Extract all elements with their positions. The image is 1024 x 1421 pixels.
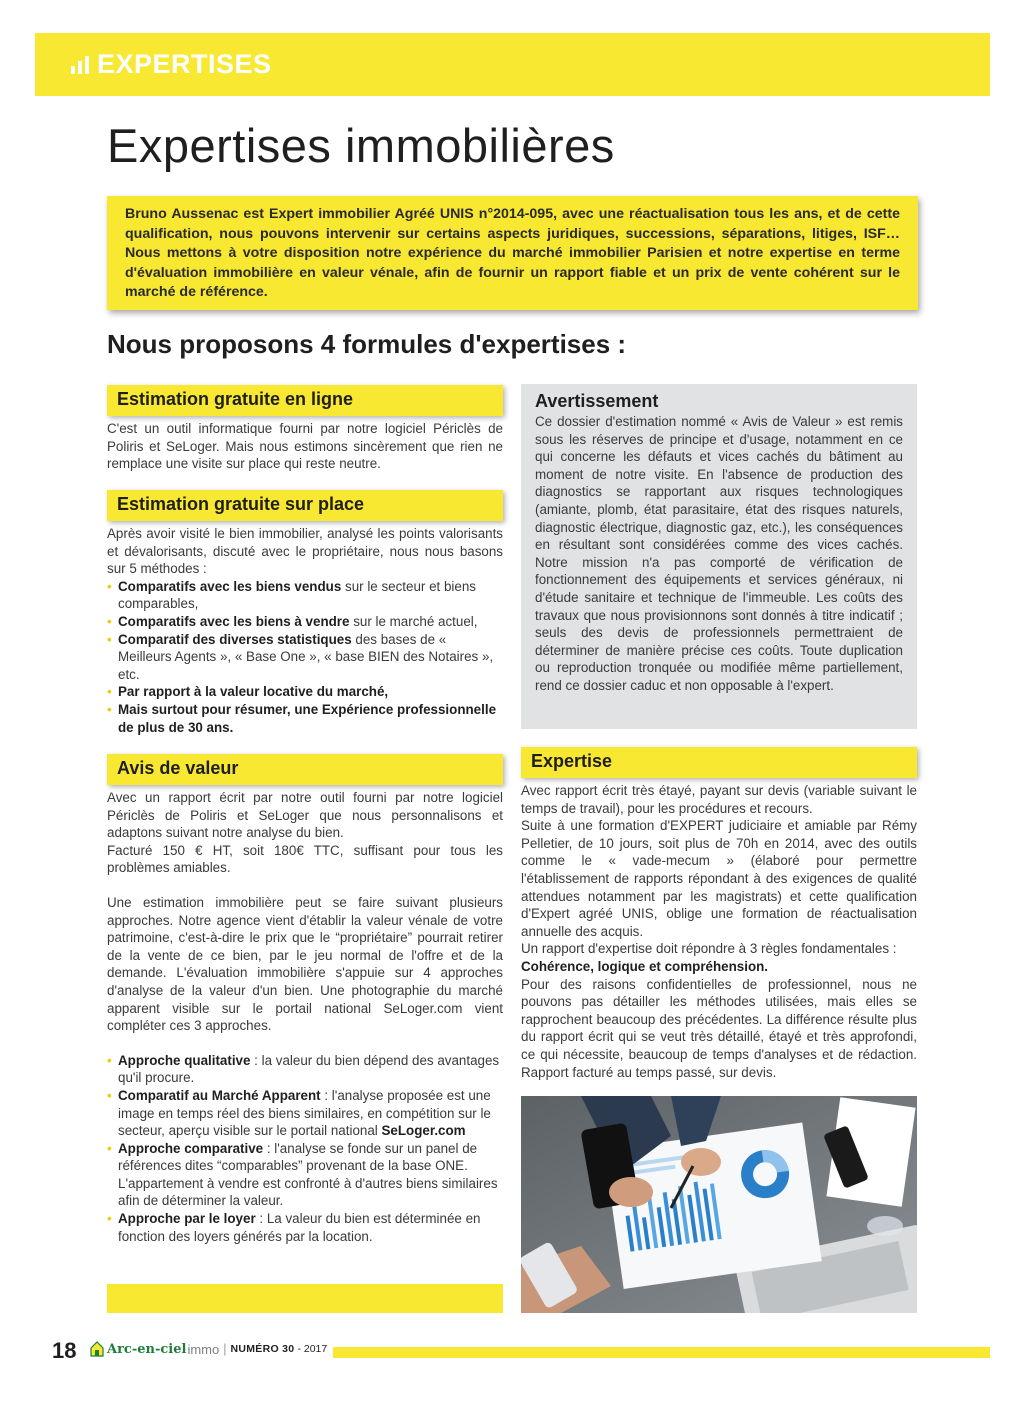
onsite-estimate-text: Après avoir visité le bien immobilier, analysé les points valorisants et dévalorisants, discuté avec le propriétaire, nous nous basons sur 5 méthodes : [107, 526, 503, 577]
value-opinion-p1: Avec un rapport écrit par notre outil fourni par notre logiciel Périclès de Poliris et SeLoger que nous personnalisons et adaptons suivant notre analyse du bien. [107, 790, 503, 841]
value-opinion-p3: Une estimation immobilière peut se faire suivant plusieurs approches. Notre agence vient d'établir la valeur vénale de votre patrimoine, c'est-à-dire le prix que le “propriétaire” pourrait retirer de la vente de ce bien, par le jeu normal de l'offre et de la demande. L'évaluation immobilière s'appuie sur 4 approches d'analyse de la valeur d'un bien. Une photographie du marché apparent visible sur le portail national SeLoger.com vient compléter ces 3 approches. [107, 894, 503, 1034]
online-estimate-heading: Estimation gratuite en ligne [107, 385, 503, 416]
onsite-estimate-heading: Estimation gratuite sur place [107, 490, 503, 521]
warning-text: Ce dossier d'estimation nommé « Avis de Valeur » est remis sous les réserves de principe et d'usage, notamment en ce qui concerne les défauts et vices cachés du bâtiment au moment de notre visite. En l'absence de production des diagnostics se rapportant aux risques technologiques (amiante, plomb, état parasitaire, état des risques naturels, diagnostic électrique, diagnostic gaz, etc.), les conséquences en résultant sont considérées comme des vices cachés. Notre mission n'a pas comporté de vérification de fonctionnement des équipements et services généraux, ni d'étude sanitaire et technique de l'immeuble. Les coûts des travaux que nous provisionnons sont donnés à titre indicatif ; seuls des devis de professionnels permettraient de déterminer de manière précise ces coûts. Toute duplication ou reproduction tronquée ou modifiée même partiellement, rend ce dossier caduc et non opposable à l'expert. [535, 414, 903, 693]
page-number: 18 [52, 1338, 77, 1363]
list-item: • Approche qualitative : la valeur du bien dépend des avantages qu'il procure. [107, 1052, 503, 1087]
value-opinion-p2: Facturé 150 € HT, soit 180€ TTC, suffisant pour tous les problèmes amiables. [107, 842, 503, 876]
intro-text: Bruno Aussenac est Expert immobilier Agréé UNIS n°2014-095, avec une réactualisation tous les ans, et de cette qualification, nous pouvons intervenir sur certains aspects juridiques, successions, séparations, litiges, ISF… Nous mettons à votre disposition notre expérience du marché immobilier Parisien et notre expertise en terme d'évaluation immobilière en valeur vénale, afin de fournir un rapport fiable et un prix de vente cohérent sur le marché de référence. [125, 206, 900, 300]
list-item: • Mais surtout pour résumer, une Expérience professionnelle de plus de 30 ans. [107, 701, 503, 736]
page-title: Expertises immobilières [107, 119, 615, 172]
decorative-bar [107, 1284, 503, 1313]
list-item: • Comparatifs avec les biens à vendre sur le marché actuel, [107, 613, 503, 631]
expertise-p1: Avec rapport écrit très étayé, payant sur devis (variable suivant le temps de travail), pour les procédures et recours. [521, 783, 917, 816]
page-footer [0, 1336, 1024, 1366]
logo-immo: immo [187, 1341, 220, 1357]
photo-illustration [521, 1096, 917, 1313]
expertise-heading: Expertise [521, 747, 917, 778]
value-opinion-heading: Avis de valeur [107, 754, 503, 785]
onsite-estimate-section [107, 490, 503, 736]
list-item: • Comparatif des diverses statistiques des bases de « Meilleurs Agents », « Base One », « base BIEN des Notaires », etc. [107, 631, 503, 684]
list-item: • Par rapport à la valeur locative du marché, [107, 683, 503, 701]
bar-chart-icon [71, 56, 89, 74]
expertise-section [521, 747, 917, 1081]
house-logo-icon [90, 1341, 104, 1357]
formulas-subheading: Nous proposons 4 formules d'expertises : [107, 329, 627, 359]
footer-separator: | [223, 1342, 227, 1356]
issue-number: NUMÉRO 30 [230, 1343, 295, 1355]
expertise-p3: Un rapport d'expertise doit répondre à 3 règles fondamentales : Cohérence, logique et compréhension. [521, 941, 897, 974]
intro-box [107, 196, 918, 310]
section-label: EXPERTISES [97, 49, 272, 79]
list-item: • Approche par le loyer : La valeur du bien est déterminée en fonction des loyers générés par la location. [107, 1210, 503, 1245]
footer-bar [333, 1347, 990, 1358]
warning-heading: Avertissement [535, 391, 659, 411]
onsite-methods-list [107, 578, 503, 736]
expertise-p4: Pour des raisons confidentielles de professionnel, nous ne pouvons pas détailler les méthodes utilisées, mais elles se rapprochent beaucoup des précédentes. La différence résulte plus du rapport écrit qui se veut très détaillé, étayé et très approfondi, ce qui nécessite, beaucoup de temps d'analyses et de rédaction. Rapport facturé au temps passé, sur devis. [521, 976, 917, 1080]
list-item: • Approche comparative : l'analyse se fonde sur un panel de références dites “comparables” provenant de la base ONE. L'appartement à vendre est confronté à d'autres biens similaires afin de déterminer la valeur. [107, 1140, 503, 1210]
issue-year: - 2017 [297, 1343, 328, 1355]
warning-box [521, 384, 917, 729]
list-item: • Comparatif au Marché Apparent : l'analyse proposée est une image en temps réel des biens similaires, en compétition sur le secteur, aperçu visible sur le portail national SeLoger.com [107, 1087, 503, 1140]
value-approaches-list [107, 1052, 503, 1246]
online-estimate-text: C'est un outil informatique fourni par notre logiciel Périclès de Poliris et SeLoger. Mais nous estimons sincèrement que rien ne remplace une visite sur place qui reste neutre. [107, 421, 503, 472]
footer-logo [90, 1341, 327, 1357]
business-meeting-photo [521, 1096, 917, 1313]
section-header-band [35, 33, 990, 96]
value-opinion-section [107, 754, 503, 1245]
list-item: • Comparatifs avec les biens vendus sur le secteur et biens comparables, [107, 578, 503, 613]
logo-wordmark: Arc-en-ciel [107, 1341, 187, 1357]
online-estimate-section [107, 385, 503, 473]
expertise-p2: Suite à une formation d'EXPERT judiciaire et amiable par Rémy Pelletier, de 10 jours, soit plus de 70h en 2014, avec des outils comme le « vade-mecum » (élaboré pour permettre l'établissement de rapports répondant à des exigences de qualité attendues notamment par les magistrats) et cette qualification d'Expert agréé UNIS, oblige une formation de réactualisation annuelle des acquis. [521, 818, 917, 939]
